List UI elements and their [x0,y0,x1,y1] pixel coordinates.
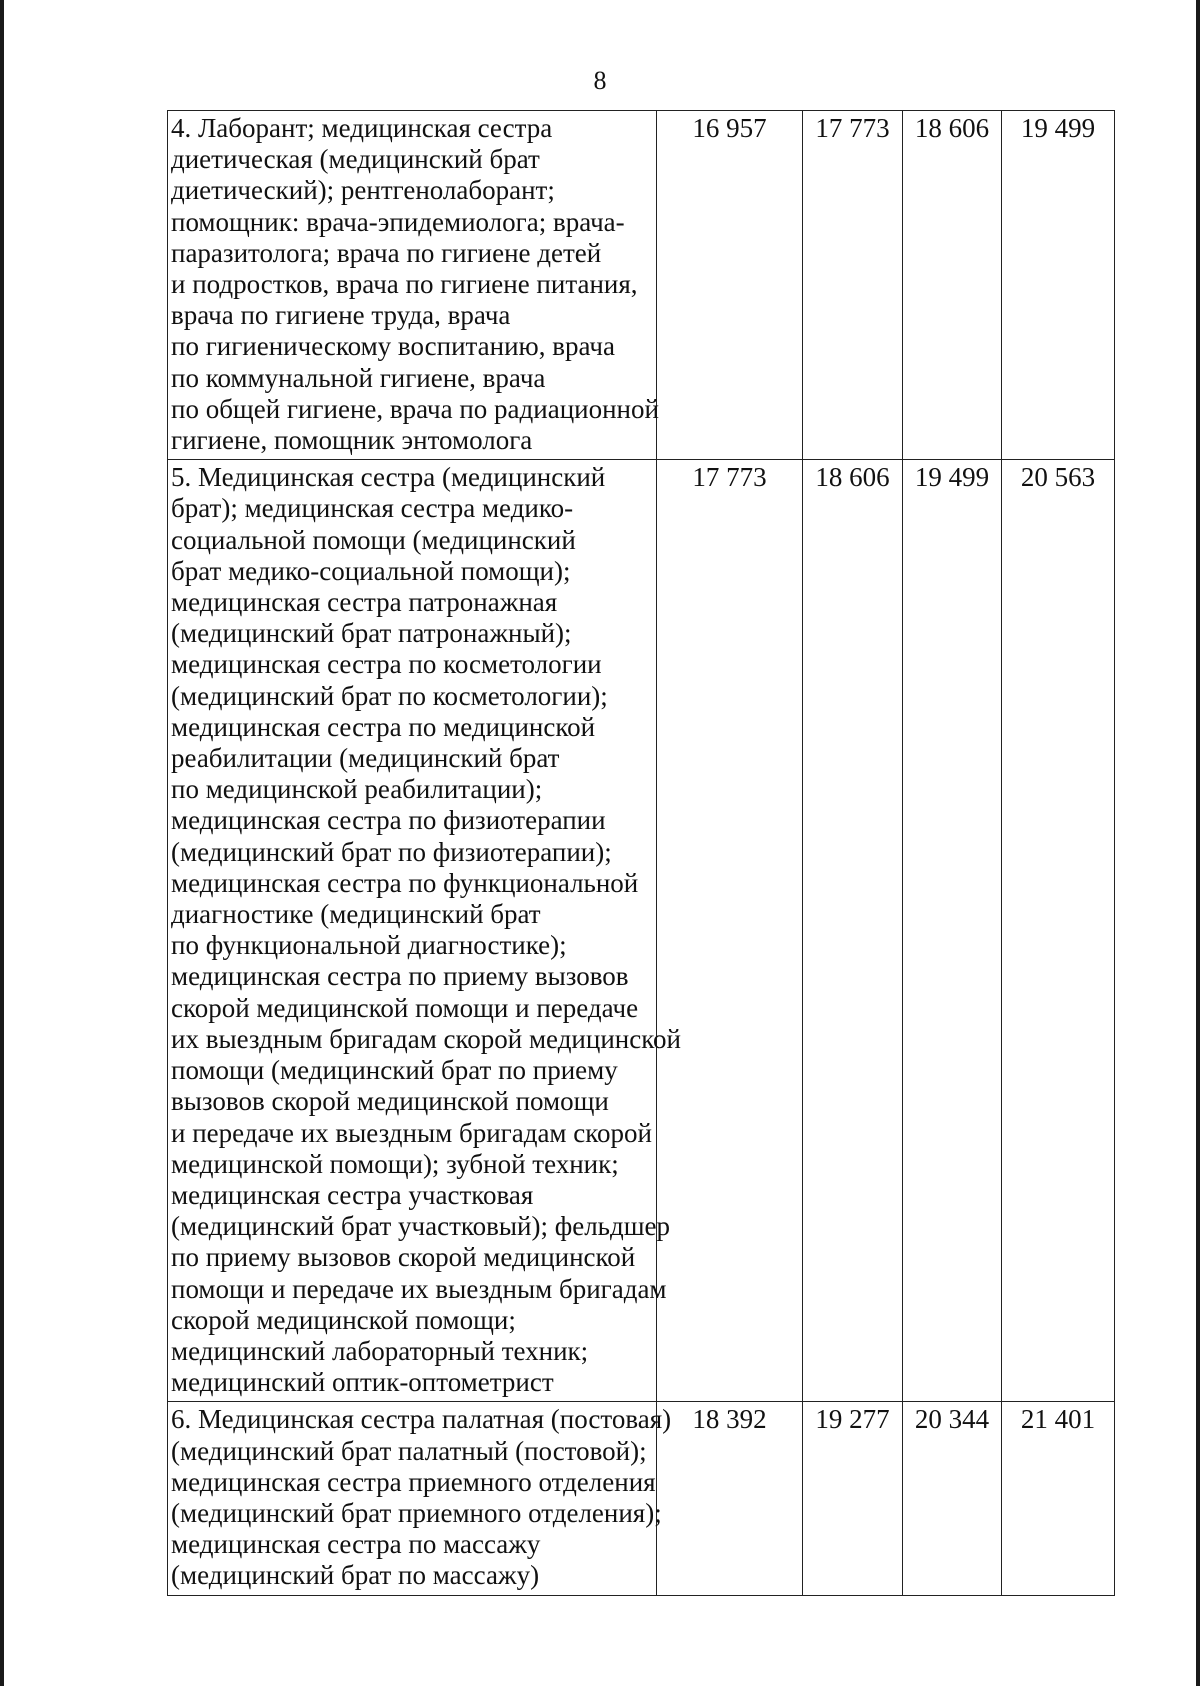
salary-value: 19 499 [903,460,1002,1402]
salary-value: 20 344 [903,1402,1002,1595]
salary-table [167,110,1115,1596]
salary-value: 20 563 [1002,460,1115,1402]
position-description: 6. Медицинская сестра палатная (постовая) (медицинский брат палатный (постовой); медицинская сестра приемного отделения (медицинский брат приемного отделения); медицинская сестра по массажу (медицинский брат по массажу) [168,1402,657,1595]
salary-value: 21 401 [1002,1402,1115,1595]
position-description: 4. Лаборант; медицинская сестра диетическая (медицинский брат диетический); рентгенолаборант; помощник: врача-эпидемиолога; врача- паразитолога; врача по гигиене детей и подростков, врача по гигиене питания, врача по гигиене труда, врача по гигиеническому воспитанию, врача по коммунальной гигиене, врача по общей гигиене, врача по радиационной гигиене, помощник энтомолога [168,111,657,460]
scan-edge-left [0,0,4,1686]
salary-value: 18 606 [903,111,1002,460]
table-row [168,460,1115,1402]
salary-value: 17 773 [657,460,803,1402]
scan-edge-right [1196,0,1200,1686]
salary-value: 18 392 [657,1402,803,1595]
table-row [168,111,1115,460]
salary-value: 19 499 [1002,111,1115,460]
position-description: 5. Медицинская сестра (медицинский брат); медицинская сестра медико- социальной помощи (медицинский брат медико-социальной помощи); медицинская сестра патронажная (медицинский брат патронажный); медицинская сестра по косметологии (медицинский брат по косметологии); медицинская сестра по медицинской реабилитации (медицинский брат по медицинской реабилитации); медицинская сестра по физиотерапии (медицинский брат по физиотерапии); медицинская сестра по функциональной диагностике (медицинский брат по функциональной диагностике); медицинская сестра по приему вызовов скорой медицинской помощи и передаче их выездным бригадам скорой медицинской помощи (медицинский брат по приему вызовов скорой медицинской помощи и передаче их выездным бригадам скорой медицинской помощи); зубной техник; медицинская сестра участковая (медицинский брат участковый); фельдшер по приему вызовов скорой медицинской помощи и передаче их выездным бригадам скорой медицинской помощи; медицинский лабораторный техник; медицинский оптик-оптометрист [168,460,657,1402]
salary-value: 16 957 [657,111,803,460]
salary-value: 17 773 [803,111,903,460]
salary-value: 19 277 [803,1402,903,1595]
table-row [168,1402,1115,1595]
page-number: 8 [593,66,607,95]
salary-value: 18 606 [803,460,903,1402]
